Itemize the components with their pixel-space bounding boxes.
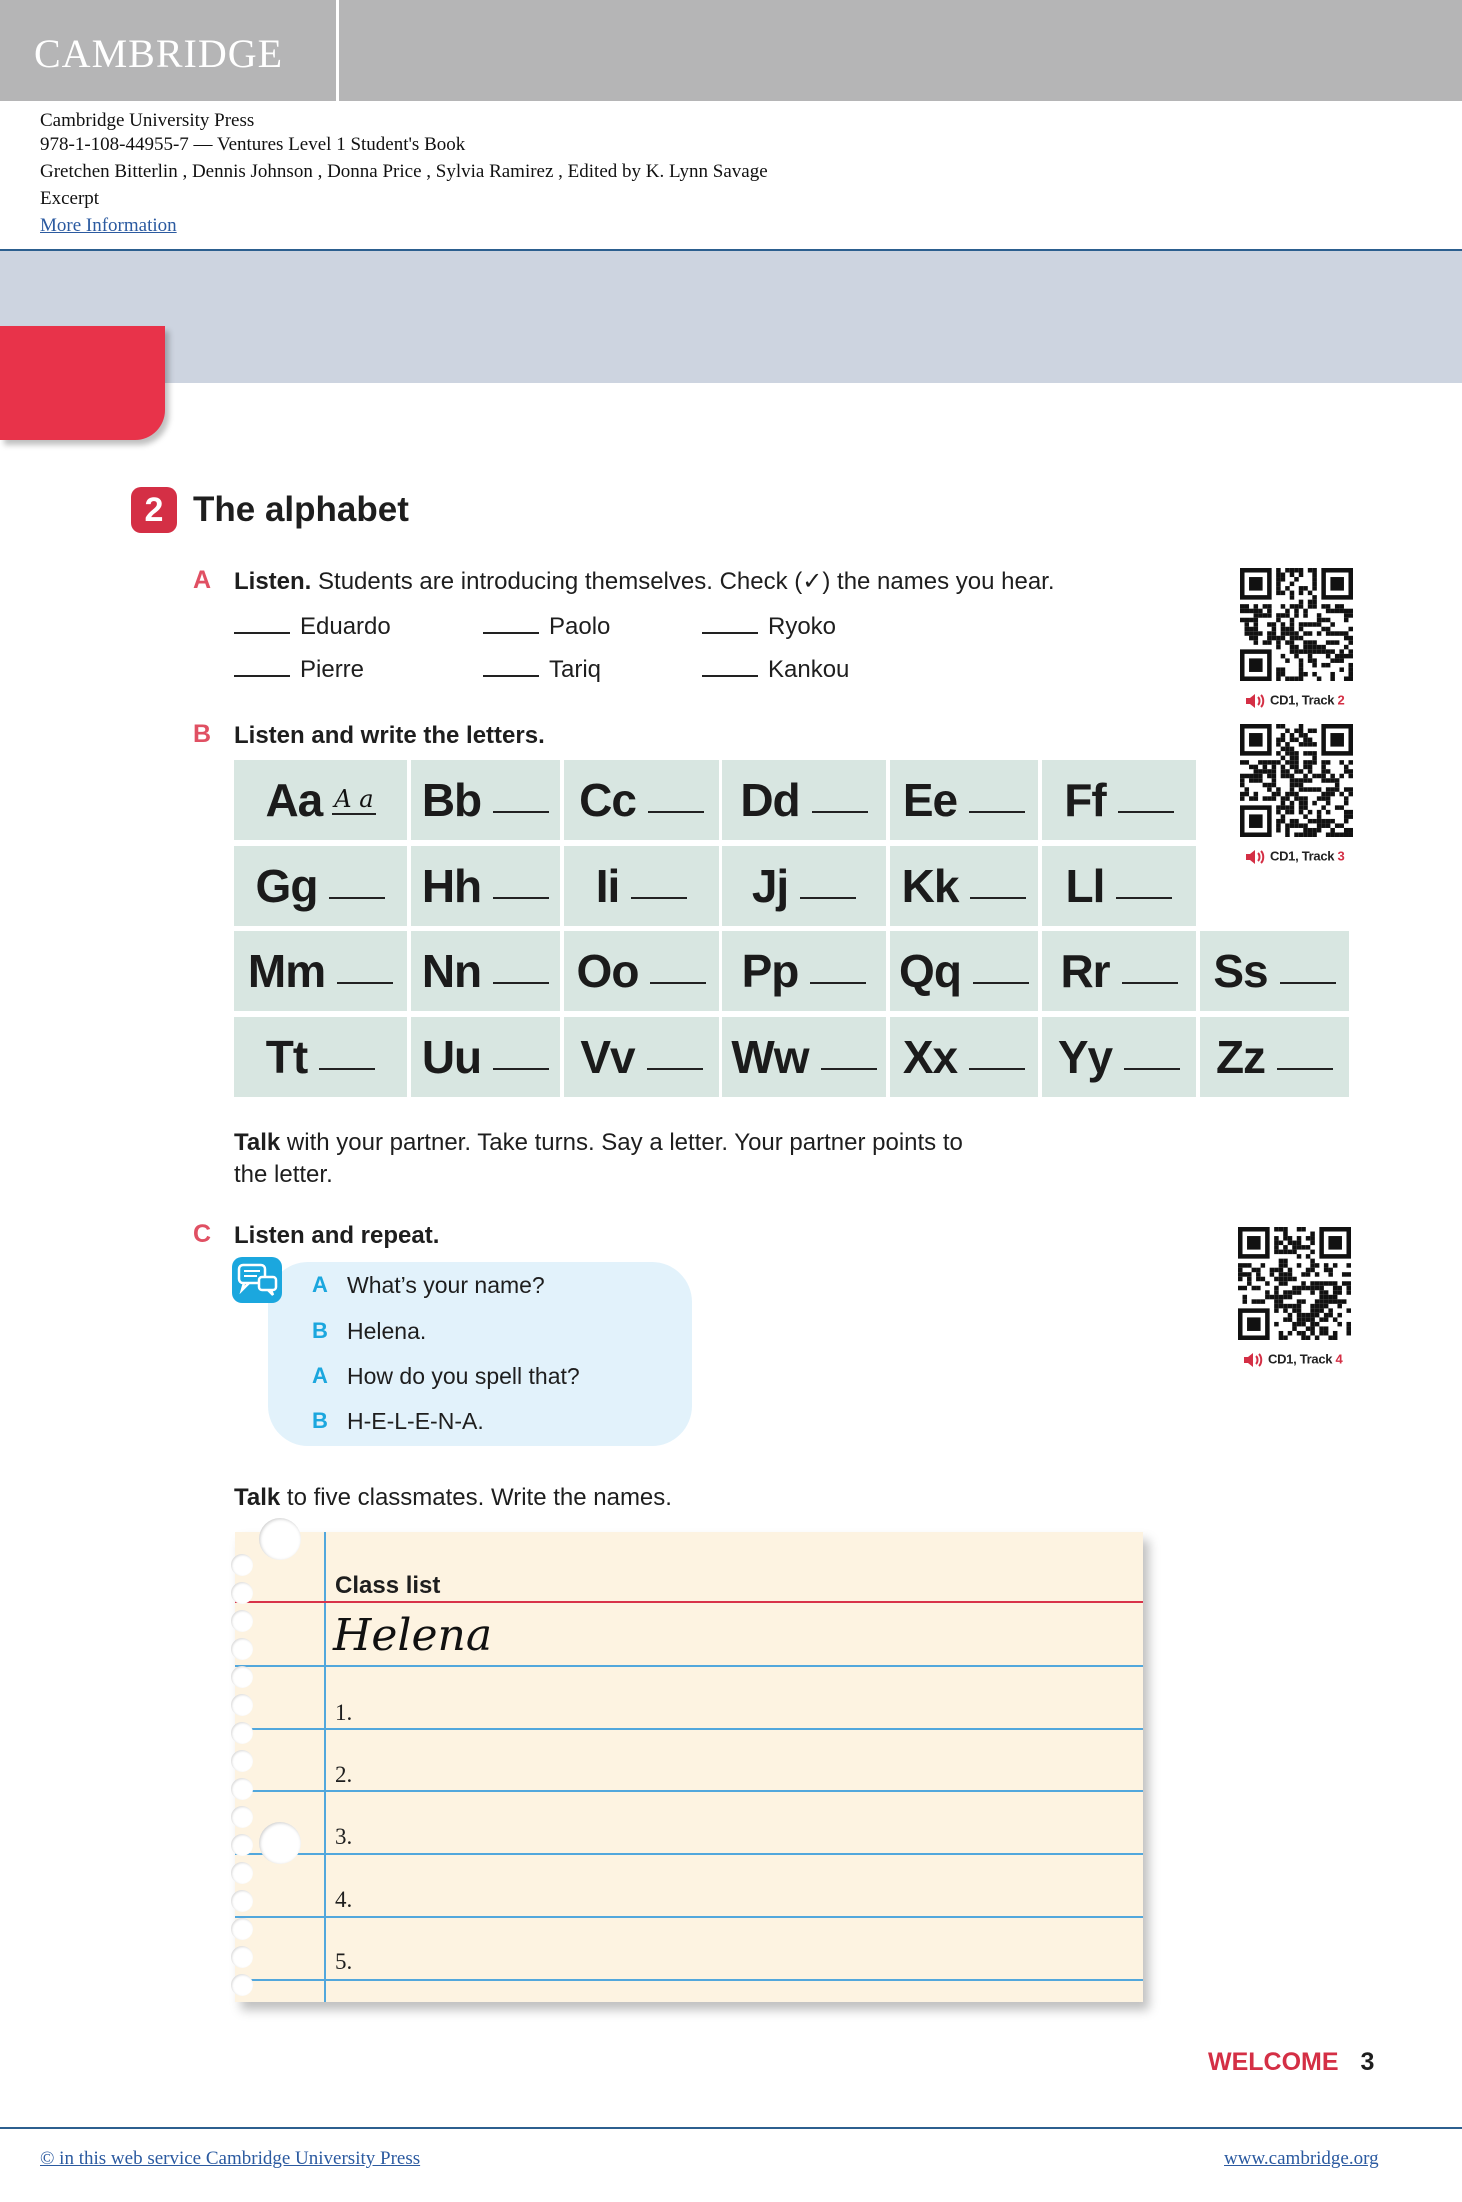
letter-pair: Gg	[255, 860, 318, 912]
letter-pair: Rr	[1060, 945, 1110, 997]
notebook-rule	[235, 1979, 1143, 1981]
binder-hole	[231, 1862, 253, 1884]
answer-blank[interactable]	[329, 873, 385, 899]
authors-line: Gretchen Bitterlin , Dennis Johnson , Donna Price , Sylvia Ramirez , Edited by K. Lynn Savage	[40, 161, 768, 182]
letter-cell	[411, 931, 560, 1011]
class-list-notebook	[235, 1532, 1143, 2002]
page-footer	[1208, 2048, 1374, 2077]
check-blank[interactable]	[702, 612, 758, 634]
letter-cell	[890, 846, 1038, 926]
dialog-speaker: A	[312, 1363, 328, 1388]
answer-blank[interactable]	[969, 787, 1025, 813]
check-blank[interactable]	[483, 612, 539, 634]
qr-code-icon[interactable]	[1240, 568, 1353, 681]
name-item: Eduardo	[234, 612, 391, 641]
footer-rule	[0, 2127, 1462, 2129]
binder-hole	[259, 1822, 301, 1864]
letter-pair: Ww	[731, 1031, 809, 1083]
dialog-line: Helena.	[347, 1318, 427, 1344]
example-name-handwritten: Helena	[333, 1610, 493, 1661]
check-blank[interactable]	[483, 655, 539, 677]
dialog-speaker: B	[312, 1318, 328, 1343]
letter-cell	[722, 846, 886, 926]
speaker-icon	[1244, 692, 1266, 710]
speaker-icon	[1242, 1351, 1264, 1369]
speaker-icon	[1244, 848, 1266, 866]
dialog-line: What’s your name?	[347, 1272, 545, 1298]
letter-cell	[890, 931, 1038, 1011]
letter-pair: Dd	[740, 774, 800, 826]
binder-hole	[231, 1778, 253, 1800]
notebook-rule	[235, 1853, 1143, 1855]
letter-pair: Ee	[902, 774, 958, 826]
binder-hole	[231, 1750, 253, 1772]
letter-cell	[234, 931, 407, 1011]
audio-track-label[interactable]: CD1, Track 4	[1242, 1351, 1342, 1369]
page-tab	[0, 326, 165, 440]
letter-pair: Ll	[1065, 860, 1105, 912]
letter-pair: Pp	[741, 945, 799, 997]
conversation-icon	[232, 1257, 282, 1303]
talk-classmates-instruction: Talk to five classmates. Write the names.	[234, 1484, 672, 1511]
answer-blank[interactable]	[650, 958, 706, 984]
binder-hole	[231, 1806, 253, 1828]
talk-instruction: Talk with your partner. Take turns. Say a letter. Your partner points to	[234, 1129, 963, 1156]
binder-hole	[231, 1890, 253, 1912]
binder-hole	[231, 1946, 253, 1968]
binder-hole	[231, 1834, 253, 1856]
unit-label: WELCOME	[1208, 2048, 1339, 2076]
part-b-instruction: Listen and write the letters.	[234, 722, 545, 749]
letter-cell	[234, 846, 407, 926]
letter-pair: Xx	[902, 1031, 958, 1083]
answer-blank[interactable]	[493, 1044, 549, 1070]
binder-hole	[231, 1694, 253, 1716]
page-number: 3	[1360, 2048, 1375, 2076]
answer-blank[interactable]	[648, 787, 704, 813]
answer-blank[interactable]	[1124, 1044, 1180, 1070]
binder-hole	[231, 1666, 253, 1688]
answer-blank[interactable]	[969, 1044, 1025, 1070]
letter-pair: Nn	[421, 945, 482, 997]
answer-blank[interactable]	[319, 1044, 375, 1070]
letter-pair: Hh	[421, 860, 482, 912]
letter-cell	[890, 1017, 1038, 1097]
letter-pair: Bb	[421, 774, 482, 826]
section-number: 2	[131, 487, 177, 533]
part-a-instruction: Listen. Students are introducing themselves. Check (✓) the names you hear.	[234, 568, 1055, 595]
answer-blank[interactable]	[1122, 958, 1178, 984]
binder-hole	[231, 1722, 253, 1744]
cambridge-logo: CAMBRIDGE	[34, 31, 284, 76]
letter-pair: Yy	[1057, 1031, 1113, 1083]
answer-blank[interactable]	[1116, 873, 1172, 899]
name-item: Pierre	[234, 655, 364, 684]
name-item: Kankou	[702, 655, 849, 684]
answer-blank[interactable]	[800, 873, 856, 899]
letter-pair: Aa	[265, 774, 323, 826]
letter-pair: Ii	[595, 860, 620, 912]
answer-blank[interactable]	[973, 958, 1029, 984]
letter-cell	[722, 1017, 886, 1097]
name-item: Ryoko	[702, 612, 836, 641]
letter-pair: Kk	[901, 860, 959, 912]
letter-pair: Oo	[576, 945, 639, 997]
letter-cell	[1042, 1017, 1196, 1097]
list-item-number[interactable]: 5.	[335, 1949, 353, 1974]
letter-pair: Uu	[421, 1031, 482, 1083]
binder-hole	[231, 1638, 253, 1660]
header-divider	[336, 0, 339, 101]
check-blank[interactable]	[234, 612, 290, 634]
answer-blank[interactable]	[970, 873, 1026, 899]
dialog-speaker: B	[312, 1408, 328, 1433]
letter-cell	[234, 760, 407, 840]
list-item-number[interactable]: 3.	[335, 1824, 353, 1849]
answer-blank[interactable]	[647, 1044, 703, 1070]
letter-cell	[1200, 1017, 1349, 1097]
binder-hole	[231, 1610, 253, 1632]
answer-blank[interactable]	[337, 958, 393, 984]
answer-blank[interactable]	[1280, 958, 1336, 984]
binder-hole	[231, 1582, 253, 1604]
isbn-line: 978-1-108-44955-7 — Ventures Level 1 Student's Book	[40, 134, 466, 155]
cambridge-website-link[interactable]: www.cambridge.org	[1224, 2148, 1379, 2169]
dialog-line: How do you spell that?	[347, 1363, 580, 1389]
class-list-title: Class list	[335, 1572, 441, 1599]
name-item: Tariq	[483, 655, 601, 684]
letter-cell	[564, 760, 719, 840]
name-item: Paolo	[483, 612, 610, 641]
letter-pair: Tt	[265, 1031, 308, 1083]
letter-pair: Ss	[1213, 945, 1268, 997]
answer-blank[interactable]	[493, 958, 549, 984]
letter-cell	[722, 931, 886, 1011]
check-blank[interactable]	[702, 655, 758, 677]
notebook-rule	[235, 1665, 1143, 1667]
answer-blank[interactable]	[1277, 1044, 1333, 1070]
letter-pair: Mm	[247, 945, 326, 997]
letter-pair: Zz	[1215, 1031, 1266, 1083]
answer-blank[interactable]	[631, 873, 687, 899]
letter-cell	[564, 1017, 719, 1097]
letter-cell	[234, 1017, 407, 1097]
letter-cell	[564, 846, 719, 926]
part-a-tag: A	[193, 566, 212, 594]
list-item-number[interactable]: 2.	[335, 1762, 353, 1787]
part-b-tag: B	[193, 720, 212, 748]
qr-code-icon[interactable]	[1240, 724, 1353, 837]
letter-cell	[1200, 931, 1349, 1011]
answer-blank[interactable]	[821, 1044, 877, 1070]
part-c-tag: C	[193, 1220, 212, 1248]
section-title: The alphabet	[193, 490, 409, 529]
check-blank[interactable]	[234, 655, 290, 677]
example-answer: A a	[334, 785, 374, 813]
letter-cell	[1042, 760, 1196, 840]
binder-hole	[231, 1974, 253, 1996]
notebook-rule	[235, 1790, 1143, 1792]
notebook-rule	[235, 1728, 1143, 1730]
dialog-speaker: A	[312, 1272, 328, 1297]
list-item-number[interactable]: 4.	[335, 1887, 353, 1912]
letter-cell	[411, 1017, 560, 1097]
letter-pair: Ff	[1064, 774, 1106, 826]
letter-cell	[564, 931, 719, 1011]
copyright-link[interactable]: © in this web service Cambridge University Press	[40, 2148, 421, 2169]
letter-cell	[722, 760, 886, 840]
letter-cell	[411, 846, 560, 926]
publisher-line: Cambridge University Press	[40, 110, 255, 131]
talk-instruction-cont: the letter.	[234, 1161, 333, 1188]
answer-blank[interactable]	[1118, 787, 1174, 813]
letter-cell	[890, 760, 1038, 840]
notebook-header-line	[235, 1601, 1143, 1603]
answer-blank[interactable]	[812, 787, 868, 813]
binder-hole	[231, 1554, 253, 1576]
audio-track-label[interactable]: CD1, Track 3	[1244, 848, 1344, 866]
binder-hole	[231, 1918, 253, 1940]
notebook-rule	[235, 1916, 1143, 1918]
letter-pair: Cc	[579, 774, 636, 826]
letter-cell	[1042, 846, 1196, 926]
list-item-number[interactable]: 1.	[335, 1700, 353, 1725]
letter-pair: Vv	[580, 1031, 635, 1083]
binder-hole	[259, 1518, 301, 1560]
audio-track-label[interactable]: CD1, Track 2	[1244, 692, 1344, 710]
letter-cell	[1042, 931, 1196, 1011]
answer-blank[interactable]	[493, 787, 549, 813]
excerpt-line: Excerpt	[40, 188, 100, 209]
page-banner	[0, 251, 1462, 383]
answer-blank[interactable]	[810, 958, 866, 984]
letter-pair: Jj	[751, 860, 789, 912]
dialog-line: H-E-L-E-N-A.	[347, 1408, 484, 1434]
more-information-link[interactable]: More Information	[40, 215, 177, 236]
part-c-instruction: Listen and repeat.	[234, 1222, 440, 1249]
letter-pair: Qq	[899, 945, 961, 997]
letter-cell	[411, 760, 560, 840]
qr-code-icon[interactable]	[1238, 1227, 1351, 1340]
answer-blank[interactable]	[493, 873, 549, 899]
